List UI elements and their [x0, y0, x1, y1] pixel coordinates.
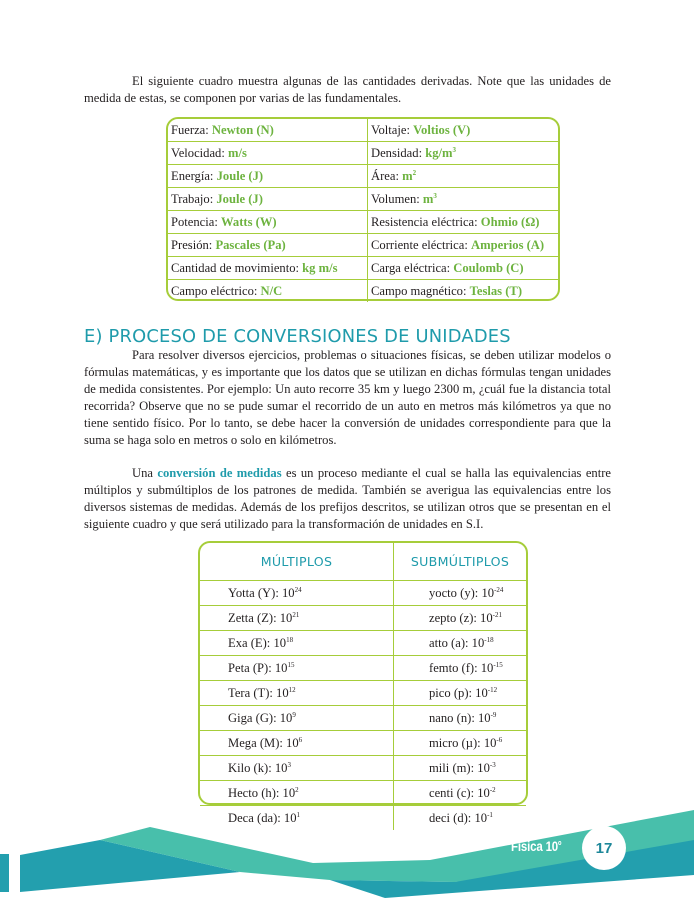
quantity-cell: [368, 142, 559, 165]
table-row: [168, 257, 558, 280]
table-row: [200, 656, 526, 681]
table-row: [200, 706, 526, 731]
quantity-label: Presión:: [171, 237, 216, 252]
quantity-label: Volumen:: [371, 191, 423, 206]
multiple-cell: Giga (G): $10^9$: [200, 706, 394, 731]
unit-value: Voltios (V): [413, 122, 471, 137]
quantity-label: Área:: [371, 168, 403, 183]
header-submultiples: SUBMÚLTIPLOS: [394, 543, 527, 581]
submultiple-cell: yocto (y): $10^{-24}$: [394, 581, 527, 606]
conversion-intro-paragraph: Para resolver diversos ejercicios, problemas o situaciones físicas, se deben utilizar modelos o fórmulas matemáticas, y es importante que los datos que se utilizan en dichas fórmulas tengan unidades de medida consistentes. Por ejemplo: Un auto recorre 35 km y luego 2300 m, ¿cuál fue la distancia total recorrida? Observe que no se pude sumar el recorrido de un auto en metros más kilómetros ya que no tiene sentido físico. Por lo tanto, se debe hacer la conversión de unidades correspondiente para que la suma se haga solo en metros o solo en kilómetros.: [84, 348, 611, 447]
quantity-label: Cantidad de movimiento:: [171, 260, 303, 275]
unit-value: Coulomb (C): [453, 260, 524, 275]
table-row: [200, 781, 526, 806]
header-multiples: MÚLTIPLOS: [200, 543, 394, 581]
multiple-cell: Tera (T): $10^{12}$: [200, 681, 394, 706]
table-row: [168, 188, 558, 211]
unit-value: Pascales (Pa): [215, 237, 286, 252]
highlighted-term: conversión de medidas: [157, 466, 282, 480]
multiple-cell: Hecto (h): $10^2$: [200, 781, 394, 806]
submultiple-cell: zepto (z): $10^{-21}$: [394, 606, 527, 631]
multiple-cell: Kilo (k): $10^3$: [200, 756, 394, 781]
unit-value: Newton (N): [211, 122, 274, 137]
multiple-cell: Zetta (Z): $10^{21}$: [200, 606, 394, 631]
unit-value: Joule (J): [216, 168, 264, 183]
unit-value: Teslas (T): [469, 283, 523, 298]
quantity-label: Carga eléctrica:: [371, 260, 454, 275]
quantity-label: Energía:: [171, 168, 217, 183]
prefix-table: [198, 541, 528, 825]
quantity-cell: [368, 257, 559, 280]
quantity-label: Fuerza:: [171, 122, 212, 137]
quantity-cell: [168, 234, 368, 257]
submultiple-cell: deci (d): $10^{-1}$: [394, 806, 527, 831]
submultiple-cell: atto (a): $10^{-18}$: [394, 631, 527, 656]
submultiple-cell: micro (µ): $10^{-6}$: [394, 731, 527, 756]
table-row: [200, 756, 526, 781]
submultiple-cell: mili (m): $10^{-3}$: [394, 756, 527, 781]
unit-value: Ohmio (Ω): [480, 214, 540, 229]
unit-value: Joule (J): [216, 191, 263, 206]
quantity-label: Campo eléctrico:: [171, 283, 261, 298]
unit-value: Amperios (A): [471, 237, 545, 252]
quantity-label: Potencia:: [171, 214, 222, 229]
quantity-label: Voltaje:: [371, 122, 414, 137]
footer-subject: Física 10$^o$: [511, 838, 562, 854]
quantity-label: Corriente eléctrica:: [371, 237, 471, 252]
submultiple-cell: centi (c): $10^{-2}$: [394, 781, 527, 806]
table-row: [200, 681, 526, 706]
quantity-cell: [168, 142, 368, 165]
submultiple-cell: femto (f): $10^{-15}$: [394, 656, 527, 681]
unit-value: $kg/m^3$: [425, 145, 457, 160]
unit-value: m/s: [228, 145, 247, 160]
quantity-label: Trabajo:: [171, 191, 217, 206]
unit-value: kg m/s: [302, 260, 338, 275]
quantity-label: Velocidad:: [171, 145, 229, 160]
submultiple-cell: pico (p): $10^{-12}$: [394, 681, 527, 706]
quantity-cell: [368, 211, 559, 234]
multiple-cell: Yotta (Y): $10^{24}$: [200, 581, 394, 606]
derived-quantities-table: [166, 117, 560, 301]
quantity-label: Campo magnético:: [371, 283, 470, 298]
unit-value: Watts (W): [221, 214, 277, 229]
table-row: [200, 581, 526, 606]
submultiple-cell: nano (n): $10^{-9}$: [394, 706, 527, 731]
table-row: [200, 731, 526, 756]
table-row: [200, 606, 526, 631]
intro-paragraph: El siguiente cuadro muestra algunas de las cantidades derivadas. Note que las unidades de medida de estas, se componen por varias de las fundamentales.: [84, 74, 611, 105]
page-number: 17: [582, 826, 626, 870]
multiple-cell: Mega (M): $10^6$: [200, 731, 394, 756]
table-row: [168, 119, 558, 142]
footer-band-left-stub: [0, 854, 9, 892]
quantity-cell: [168, 211, 368, 234]
section-heading: E) PROCESO DE CONVERSIONES DE UNIDADES: [84, 327, 511, 347]
conversion-definition-paragraph: Una conversión de medidas es un proceso mediante el cual se halla las equivalencias entre múltiplos y submúltiplos de los patrones de medida. También se averigua las equivalencias entre los diversos sistemas de medidas. Además de los prefijos descritos, se utilizan otros que se presentan en el siguiente cuadro y que será utilizado para la transformación de unidades en S.I.: [84, 466, 611, 531]
quantity-cell: [168, 280, 368, 303]
quantity-cell: [368, 165, 559, 188]
quantity-cell: [168, 257, 368, 280]
table-row: [168, 165, 558, 188]
table-row: [168, 142, 558, 165]
quantity-cell: [168, 119, 368, 142]
unit-value: $m^2$: [402, 168, 417, 183]
quantity-cell: [368, 119, 559, 142]
quantity-cell: [368, 280, 559, 303]
quantity-label: Densidad:: [371, 145, 426, 160]
quantity-cell: [368, 188, 559, 211]
multiple-cell: Deca (da): $10^1$: [200, 806, 394, 831]
table-row: [168, 280, 558, 303]
multiple-cell: Exa (E): $10^{18}$: [200, 631, 394, 656]
table-row: [168, 211, 558, 234]
quantity-cell: [168, 188, 368, 211]
unit-value: N/C: [260, 283, 283, 298]
multiple-cell: Peta (P): $10^{15}$: [200, 656, 394, 681]
unit-value: $m^3$: [422, 191, 437, 206]
quantity-label: Resistencia eléctrica:: [371, 214, 481, 229]
table-row: [200, 631, 526, 656]
quantity-cell: [168, 165, 368, 188]
quantity-cell: [368, 234, 559, 257]
table-row: [168, 234, 558, 257]
